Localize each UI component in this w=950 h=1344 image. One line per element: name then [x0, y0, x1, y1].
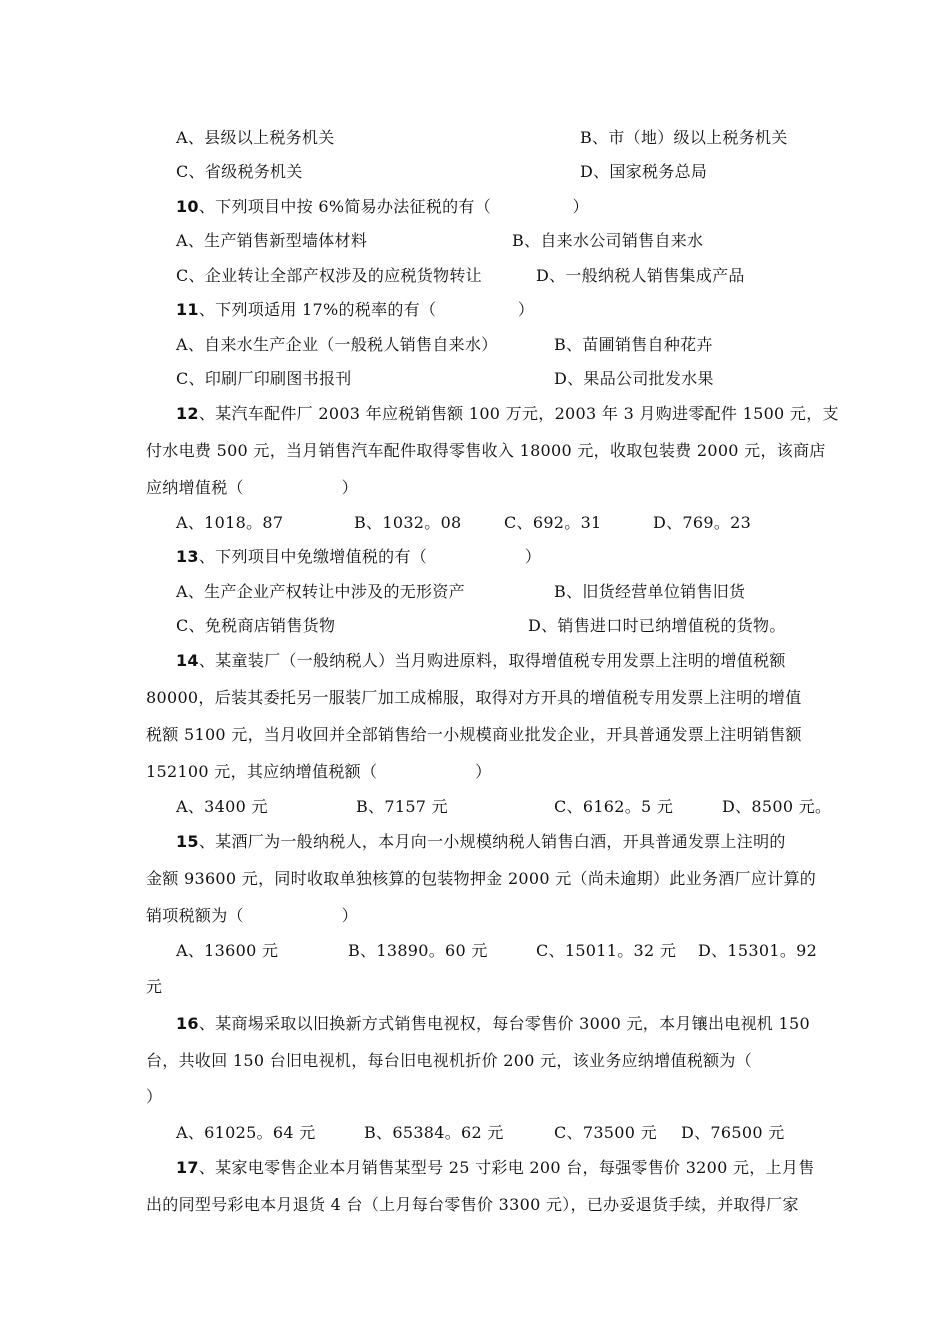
question-14-line-2: 80000，后装其委托另一服装厂加工成棉服，取得对方开具的增值税专用发票上注明的增值 — [146, 688, 802, 707]
q16-option-a: A、61025。64 元 — [176, 1123, 316, 1142]
q15-option-d-unit: 元 — [146, 977, 163, 996]
question-17 — [176, 1158, 815, 1178]
question-number: 14 — [176, 651, 199, 670]
question-15-line-2: 金额 93600 元，同时收取单独核算的包装物押金 2000 元（尚未逾期）此业务酒厂应计算的 — [146, 869, 817, 888]
question-14 — [176, 651, 786, 671]
question-16 — [176, 1014, 810, 1034]
q15-option-d: D、15301。92 — [698, 941, 818, 960]
q10-option-c: C、企业转让全部产权涉及的应税货物转让 — [176, 266, 482, 285]
question-15-line-3: 销项税额为（ ） — [146, 906, 358, 925]
question-text: 、某童装厂（一般纳税人）当月购进原料，取得增值税专用发票上注明的增值税额 — [198, 651, 786, 670]
q15-option-a: A、13600 元 — [176, 941, 279, 960]
q14-option-d: D、8500 元。 — [722, 797, 832, 816]
question-number: 15 — [176, 832, 199, 851]
question-12-line-2: 付水电费 500 元，当月销售汽车配件取得零售收入 18000 元，收取包装费 2000 元，该商店 — [146, 441, 826, 460]
q11-option-b: B、苗圃销售自种花卉 — [554, 335, 713, 354]
q11-option-d: D、果品公司批发水果 — [554, 369, 714, 388]
question-number: 12 — [176, 404, 199, 423]
question-14-line-4: 152100 元，其应纳增值税额（ ） — [146, 762, 492, 781]
q13-option-d: D、销售进口时已纳增值税的货物。 — [528, 616, 786, 635]
q15-option-b: B、13890。60 元 — [348, 941, 488, 960]
q13-option-c: C、免税商店销售货物 — [176, 616, 336, 635]
q16-option-c: C、73500 元 — [554, 1123, 657, 1142]
q14-option-b: B、7157 元 — [356, 797, 448, 816]
question-number: 16 — [176, 1014, 199, 1033]
q16-option-d: D、76500 元 — [681, 1123, 785, 1142]
question-16-line-2: 台，共收回 150 台旧电视机，每台旧电视机折价 200 元，该业务应纳增值税额为（ — [146, 1051, 753, 1070]
q11-option-a: A、自来水生产企业（一般税人销售自来水） — [176, 335, 498, 354]
question-number: 11 — [176, 300, 199, 319]
question-text: 、某商埸采取以旧换新方式销售电视权，每台零售价 3000 元，本月镶出电视机 150 — [198, 1014, 810, 1033]
question-17-line-2: 出的同型号彩电本月退货 4 台（上月每台零售价 3300 元），已办妥退货手续，并取得厂家 — [146, 1195, 799, 1214]
q10-option-a: A、生产销售新型墙体材料 — [176, 231, 368, 250]
q13-option-a: A、生产企业产权转让中涉及的无形资产 — [176, 582, 465, 601]
q12-option-d: D、769。23 — [653, 513, 752, 532]
question-number: 17 — [176, 1158, 199, 1177]
question-14-line-3: 税额 5100 元，当月收回并全部销售给一小规模商业批发企业，开具普通发票上注明销售额 — [146, 725, 802, 744]
q9-option-d: D、国家税务总局 — [580, 162, 708, 181]
question-text: 、某家电零售企业本月销售某型号 25 寸彩电 200 台，每强零售价 3200 元，上月售 — [198, 1158, 815, 1177]
question-text: 、下列项适用 17%的税率的有（ ） — [198, 300, 535, 319]
q14-option-a: A、3400 元 — [176, 797, 268, 816]
q16-option-b: B、65384。62 元 — [364, 1123, 504, 1142]
question-12 — [176, 404, 839, 424]
q10-option-d: D、一般纳税人销售集成产品 — [536, 266, 745, 285]
question-15 — [176, 832, 786, 852]
q12-option-c: C、692。31 — [504, 513, 602, 532]
question-11 — [176, 300, 534, 320]
q12-option-b: B、1032。08 — [354, 513, 462, 532]
q11-option-c: C、印刷厂印刷图书报刊 — [176, 369, 352, 388]
question-text: 、下列项目中免缴增值税的有（ ） — [198, 547, 542, 566]
q14-option-c: C、6162。5 元 — [554, 797, 674, 816]
question-10 — [176, 197, 589, 217]
question-13 — [176, 547, 541, 567]
q15-option-c: C、15011。32 元 — [536, 941, 677, 960]
question-16-line-3: ） — [146, 1087, 163, 1106]
q12-option-a: A、1018。87 — [176, 513, 284, 532]
question-text: 、下列项目中按 6%简易办法征税的有（ ） — [198, 197, 589, 216]
q13-option-b: B、旧货经营单位销售旧货 — [554, 582, 746, 601]
question-12-line-3: 应纳增值税（ ） — [146, 478, 358, 497]
q9-option-b: B、市（地）级以上税务机关 — [580, 128, 788, 147]
question-number: 10 — [176, 197, 199, 216]
q9-option-a: A、县级以上税务机关 — [176, 128, 335, 147]
q10-option-b: B、自来水公司销售自来水 — [512, 231, 704, 250]
question-text: 、某汽车配件厂 2003 年应税销售额 100 万元，2003 年 3 月购进零配件 1500 元，支 — [198, 404, 839, 423]
q9-option-c: C、省级税务机关 — [176, 162, 303, 181]
question-text: 、某酒厂为一般纳税人，本月向一小规模纳税人销售白酒，开具普通发票上注明的 — [198, 832, 786, 851]
question-number: 13 — [176, 547, 199, 566]
